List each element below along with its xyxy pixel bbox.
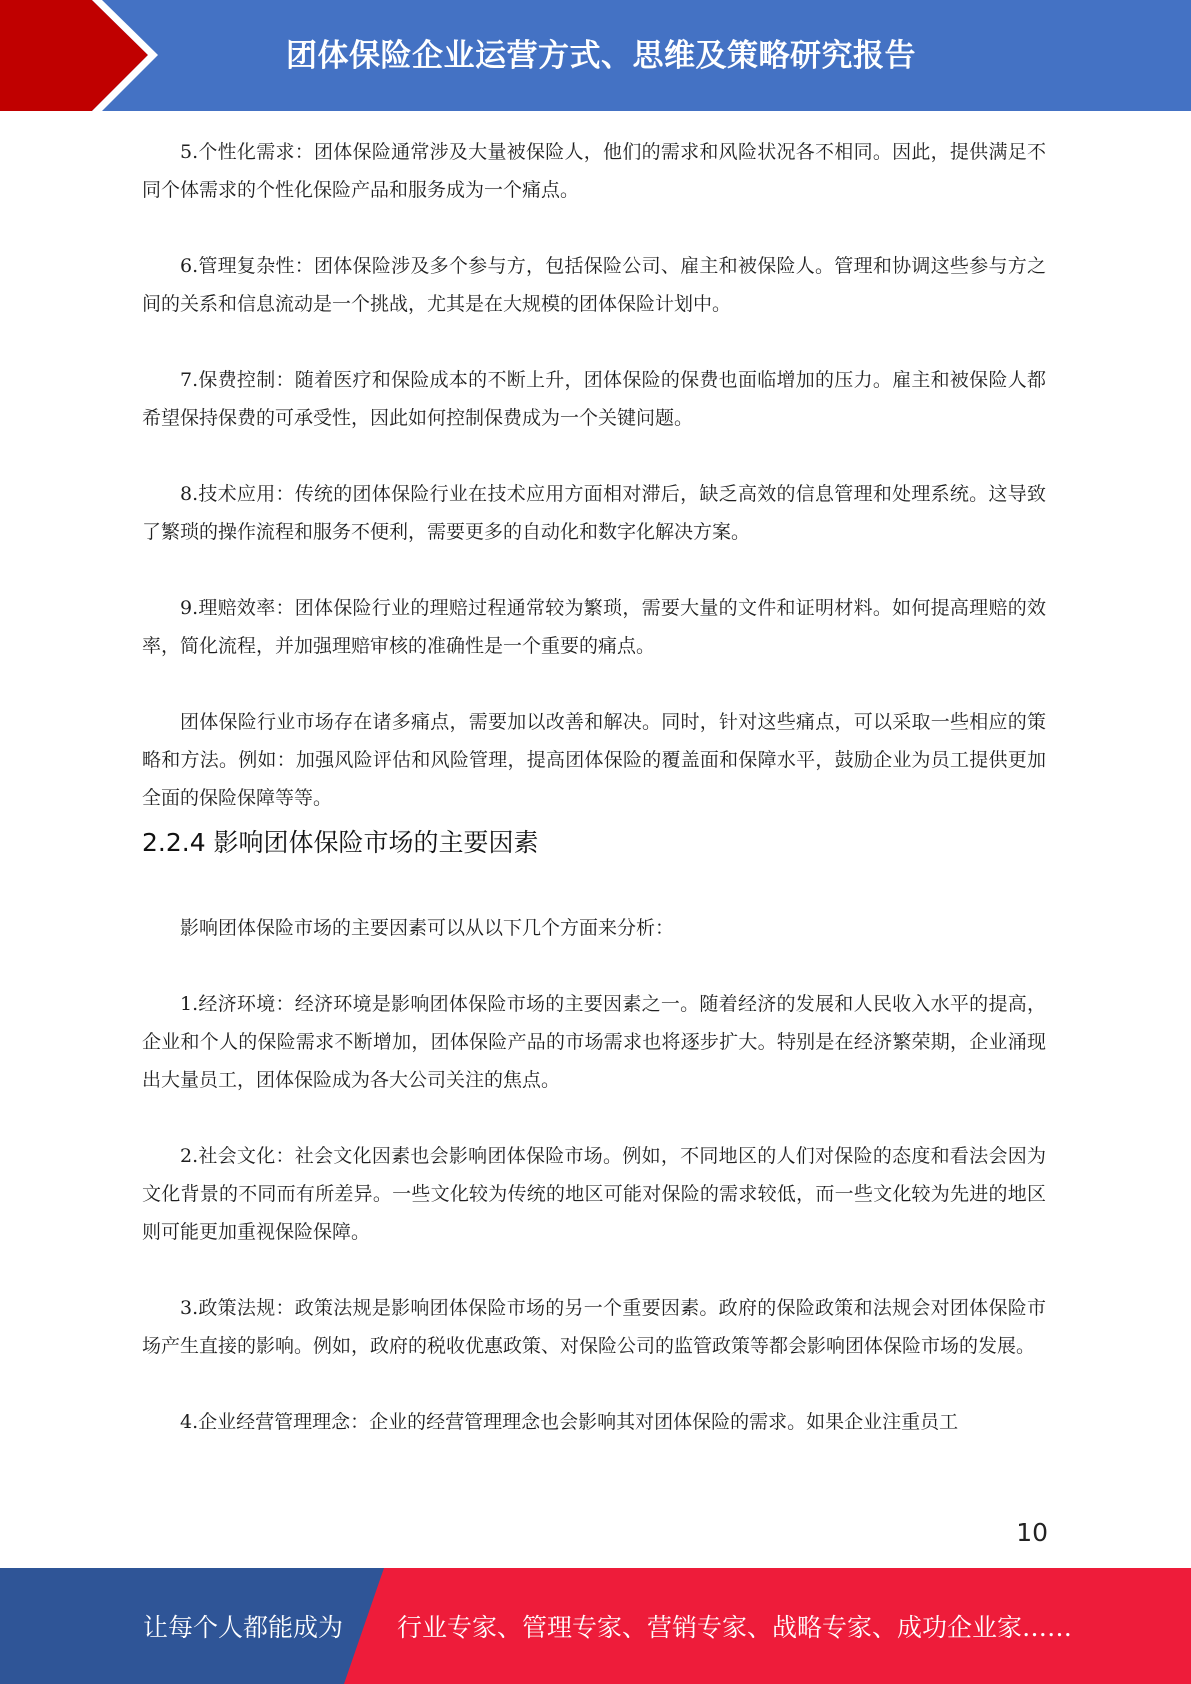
paragraph-technology-application: 8.技术应用：传统的团体保险行业在技术应用方面相对滞后，缺乏高效的信息管理和处理系统。这导致了繁琐的操作流程和服务不便利，需要更多的自动化和数字化解决方案。	[142, 483, 1046, 543]
paragraph-premium-control: 7.保费控制：随着医疗和保险成本的不断上升，团体保险的保费也面临增加的压力。雇主和被保险人都希望保持保费的可承受性，因此如何控制保费成为一个关键问题。	[142, 369, 1046, 429]
paragraph-economic-environment: 1.经济环境：经济环境是影响团体保险市场的主要因素之一。随着经济的发展和人民收入水平的提高，企业和个人的保险需求不断增加，团体保险产品的市场需求也将逐步扩大。特别是在经济繁荣期，企业涌现出大量员工，团体保险成为各大公司关注的焦点。	[142, 993, 1046, 1091]
footer-slogan-left: 让每个人都能成为	[143, 1613, 344, 1642]
paragraph-personalized-needs: 5.个性化需求：团体保险通常涉及大量被保险人，他们的需求和风险状况各不相同。因此，提供满足不同个体需求的个性化保险产品和服务成为一个痛点。	[142, 141, 1046, 201]
paragraph-management-philosophy: 4.企业经营管理理念：企业的经营管理理念也会影响其对团体保险的需求。如果企业注重员工	[180, 1411, 959, 1433]
paragraph-claims-efficiency: 9.理赔效率：团体保险行业的理赔过程通常较为繁琐，需要大量的文件和证明材料。如何提高理赔的效率，简化流程，并加强理赔审核的准确性是一个重要的痛点。	[142, 597, 1046, 657]
paragraph-factors-intro: 影响团体保险市场的主要因素可以从以下几个方面来分析：	[180, 917, 675, 939]
page-body	[142, 133, 1046, 1479]
paragraph-social-culture: 2.社会文化：社会文化因素也会影响团体保险市场。例如，不同地区的人们对保险的态度和看法会因为文化背景的不同而有所差异。一些文化较为传统的地区可能对保险的需求较低，而一些文化较为先进的地区则可能更加重视保险保障。	[142, 1145, 1046, 1243]
page-footer	[0, 1568, 1191, 1684]
paragraph-policy-regulation: 3.政策法规：政策法规是影响团体保险市场的另一个重要因素。政府的保险政策和法规会对团体保险市场产生直接的影响。例如，政府的税收优惠政策、对保险公司的监管政策等都会影响团体保险市场的发展。	[142, 1297, 1046, 1357]
paragraph-management-complexity: 6.管理复杂性：团体保险涉及多个参与方，包括保险公司、雇主和被保险人。管理和协调这些参与方之间的关系和信息流动是一个挑战，尤其是在大规模的团体保险计划中。	[142, 255, 1046, 315]
paragraph-summary: 团体保险行业市场存在诸多痛点，需要加以改善和解决。同时，针对这些痛点，可以采取一些相应的策略和方法。例如：加强风险评估和风险管理，提高团体保险的覆盖面和保障水平，鼓励企业为员工提供更加全面的保险保障等等。	[142, 711, 1046, 809]
page-header	[0, 0, 1191, 111]
footer-slogan-right: 行业专家、管理专家、营销专家、战略专家、成功企业家……	[397, 1613, 1073, 1642]
page-number: 10	[1016, 1518, 1048, 1547]
section-heading: 2.2.4 影响团体保险市场的主要因素	[142, 828, 539, 857]
report-title: 团体保险企业运营方式、思维及策略研究报告	[286, 38, 916, 74]
